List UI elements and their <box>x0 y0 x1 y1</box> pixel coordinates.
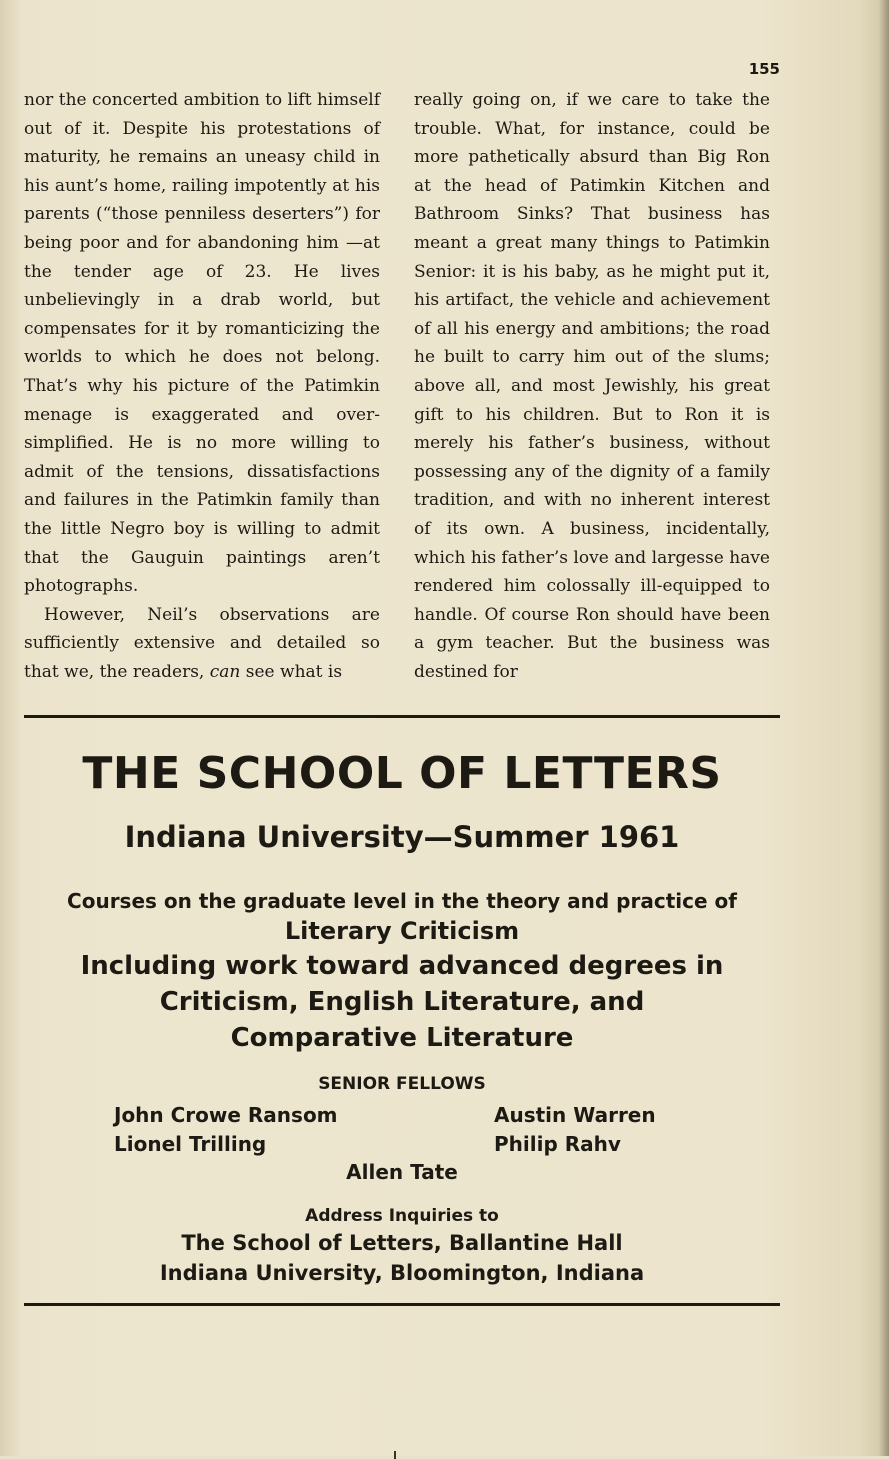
ad-degrees-line-3: Comparative Literature <box>230 1023 574 1053</box>
right-paragraph: really going on, if we care to take the trouble. What, for instance, could be more pathetically absurd than Big Ron at the head of Patimkin Kitchen and Bathroom Sinks? That business has meant a great many things to Patimkin Senior: it is his baby, as he might put it, his artifact, the vehicle and achievement of all his energy and ambitions; the road he built to carry him out of the slums; above all, and most Jewishly, his great gift to his children. But to Ron it is merely his father’s business, without possessing any of the dignity of a family tradition, and with no inherent interest of its own. A business, incidentally, which his father’s love and largesse have rendered him colossally ill-equipped to handle. Of course Ron should have been a gym teacher. But the business was destined for <box>414 90 770 682</box>
address-line-2: Indiana University, Bloomington, Indiana <box>159 1261 645 1285</box>
print-mark <box>394 1451 396 1459</box>
ad-degrees-line-1: Including work toward advanced degrees in <box>80 951 724 981</box>
fellow-name: Austin Warren <box>494 1103 656 1127</box>
ad-subtitle: Indiana University—Summer 1961 <box>124 820 680 854</box>
page-number: 155 <box>748 60 780 78</box>
ad-courses-line-1: Courses on the graduate level in the theory and practice of <box>67 889 737 913</box>
address <box>24 1228 780 1288</box>
senior-fellows-heading: SENIOR FELLOWS <box>318 1074 486 1094</box>
ad-degrees-line-2: Criticism, English Literature, and <box>159 987 645 1017</box>
ad-title: THE SCHOOL OF LETTERS <box>82 748 722 799</box>
left-paragraph-2: However, Neil’s observations are sufficiently extensive and detailed so that we, the readers, can see what is <box>24 604 380 682</box>
fellow-name: Philip Rahv <box>494 1132 621 1156</box>
ad-courses-line-2: Literary Criticism <box>284 917 520 945</box>
address-heading: Address Inquiries to <box>305 1206 499 1226</box>
ad-degrees <box>24 948 780 1056</box>
left-paragraph-1: nor the concerted ambition to lift himself out of it. Despite his protestations of maturity, he remains an uneasy child in his aunt’s home, railing impotently at his parents (“those penniless deserters”) for being poor and for abandoning him —at the tender age of 23. He lives unbelievingly in a drab world, but compensates for it by romanticizing the worlds to which he does not belong. That’s why his picture of the Patimkin menage is exaggerated and over-simplified. He is no more willing to admit of the tensions, dissatisfactions and failures in the Patimkin family than the little Negro boy is willing to admit that the Gauguin paintings aren’t photographs. <box>24 90 380 597</box>
fellow-name: Allen Tate <box>346 1160 458 1184</box>
emphasis-word: can <box>209 661 241 682</box>
right-column <box>414 86 770 686</box>
ad-courses <box>24 886 780 946</box>
page-gutter-shadow <box>879 0 889 1456</box>
fellow-name: Lionel Trilling <box>114 1132 267 1156</box>
left-column <box>24 86 380 686</box>
address-line-1: The School of Letters, Ballantine Hall <box>181 1231 623 1255</box>
fellow-name: John Crowe Ransom <box>114 1103 338 1127</box>
advertisement-box <box>24 715 780 1306</box>
